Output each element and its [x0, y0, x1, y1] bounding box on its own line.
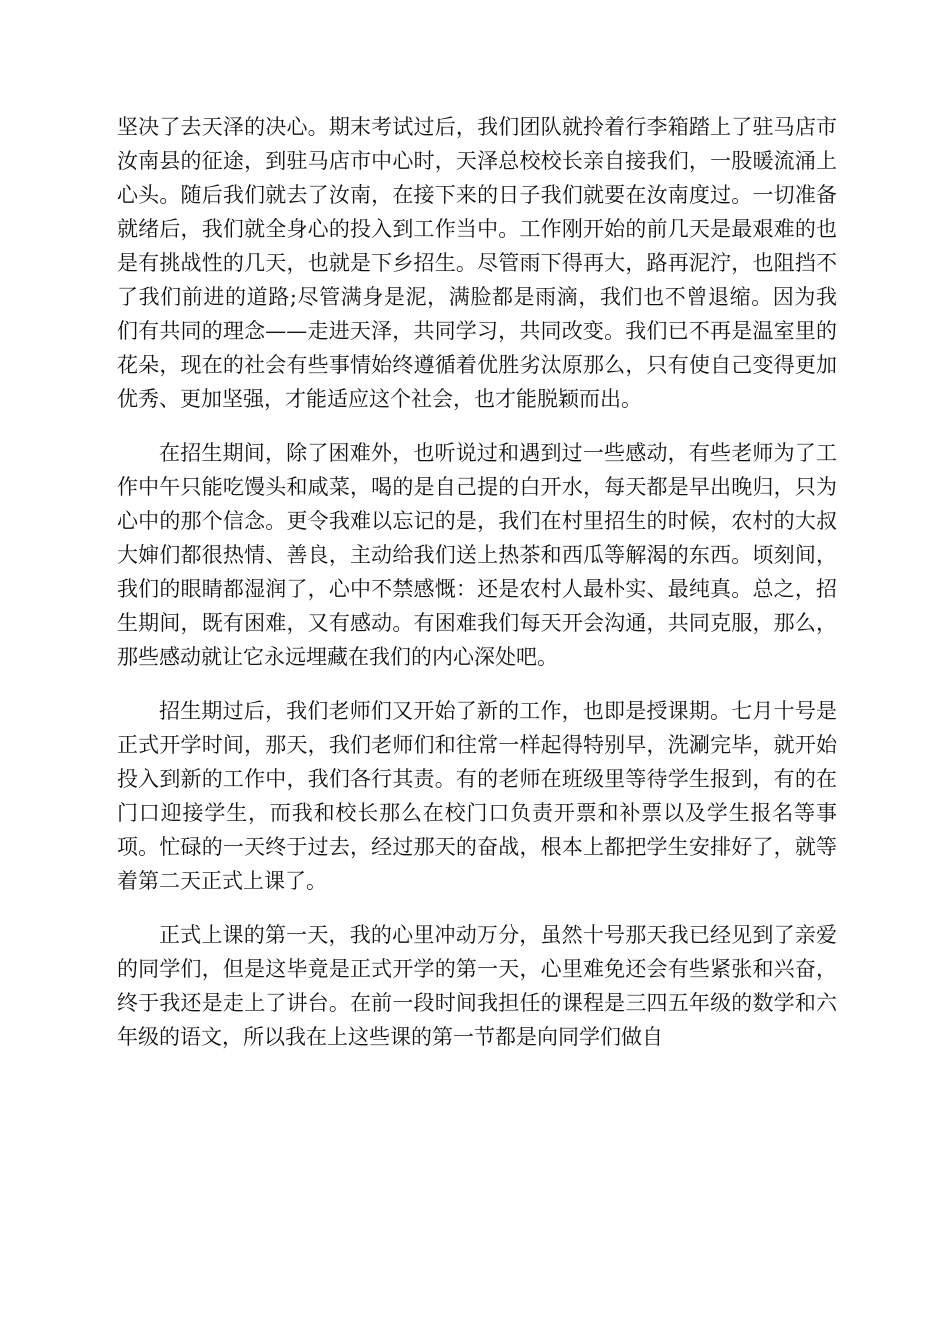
paragraph-2: 在招生期间，除了困难外，也听说过和遇到过一些感动，有些老师为了工作中午只能吃馒头和咸菜，喝的是自己提的白开水，每天都是早出晚归，只为心中的那个信念。更令我难以忘记的是，我们在村里招生的时候，农村的大叔大婶们都很热情、善良，主动给我们送上热茶和西瓜等解渴的东西。顷刻间，我们的眼睛都湿润了，心中不禁感慨：还是农村人最朴实、最纯真。总之，招生期间，既有困难，又有感动。有困难我们每天开会沟通，共同克服，那么，那些感动就让它永远埋藏在我们的内心深处吧。 [117, 441, 837, 669]
paragraph-4: 正式上课的第一天，我的心里冲动万分，虽然十号那天我已经见到了亲爱的同学们，但是这毕竟是正式开学的第一天，心里难免还会有些紧张和兴奋，终于我还是走上了讲台。在前一段时间我担任的课程是三四五年级的数学和六年级的语文，所以我在上这些课的第一节都是向同学们做自 [117, 923, 837, 1049]
paragraph-1: 坚决了去天泽的决心。期末考试过后，我们团队就拎着行李箱踏上了驻马店市汝南县的征途，到驻马店市中心时，天泽总校校长亲自接我们，一股暖流涌上心头。随后我们就去了汝南，在接下来的日子我们就要在汝南度过。一切准备就绪后，我们就全身心的投入到工作当中。工作刚开始的前几天是最艰难的也是有挑战性的几天，也就是下乡招生。尽管雨下得再大，路再泥泞，也阻挡不了我们前进的道路;尽管满身是泥，满脸都是雨滴，我们也不曾退缩。因为我们有共同的理念——走进天泽，共同学习，共同改变。我们已不再是温室里的花朵，现在的社会有些事情始终遵循着优胜劣汰原那么，只有使自己变得更加优秀、更加坚强，才能适应这个社会，也才能脱颖而出。 [117, 115, 837, 411]
paragraph-3: 招生期过后，我们老师们又开始了新的工作，也即是授课期。七月十号是正式开学时间，那天，我们老师们和往常一样起得特别早，洗涮完毕，就开始投入到新的工作中，我们各行其责。有的老师在班级里等待学生报到，有的在门口迎接学生，而我和校长那么在校门口负责开票和补票以及学生报名等事项。忙碌的一天终于过去，经过那天的奋战，根本上都把学生安排好了，就等着第二天正式上课了。 [117, 699, 837, 893]
document-body [117, 110, 837, 1054]
